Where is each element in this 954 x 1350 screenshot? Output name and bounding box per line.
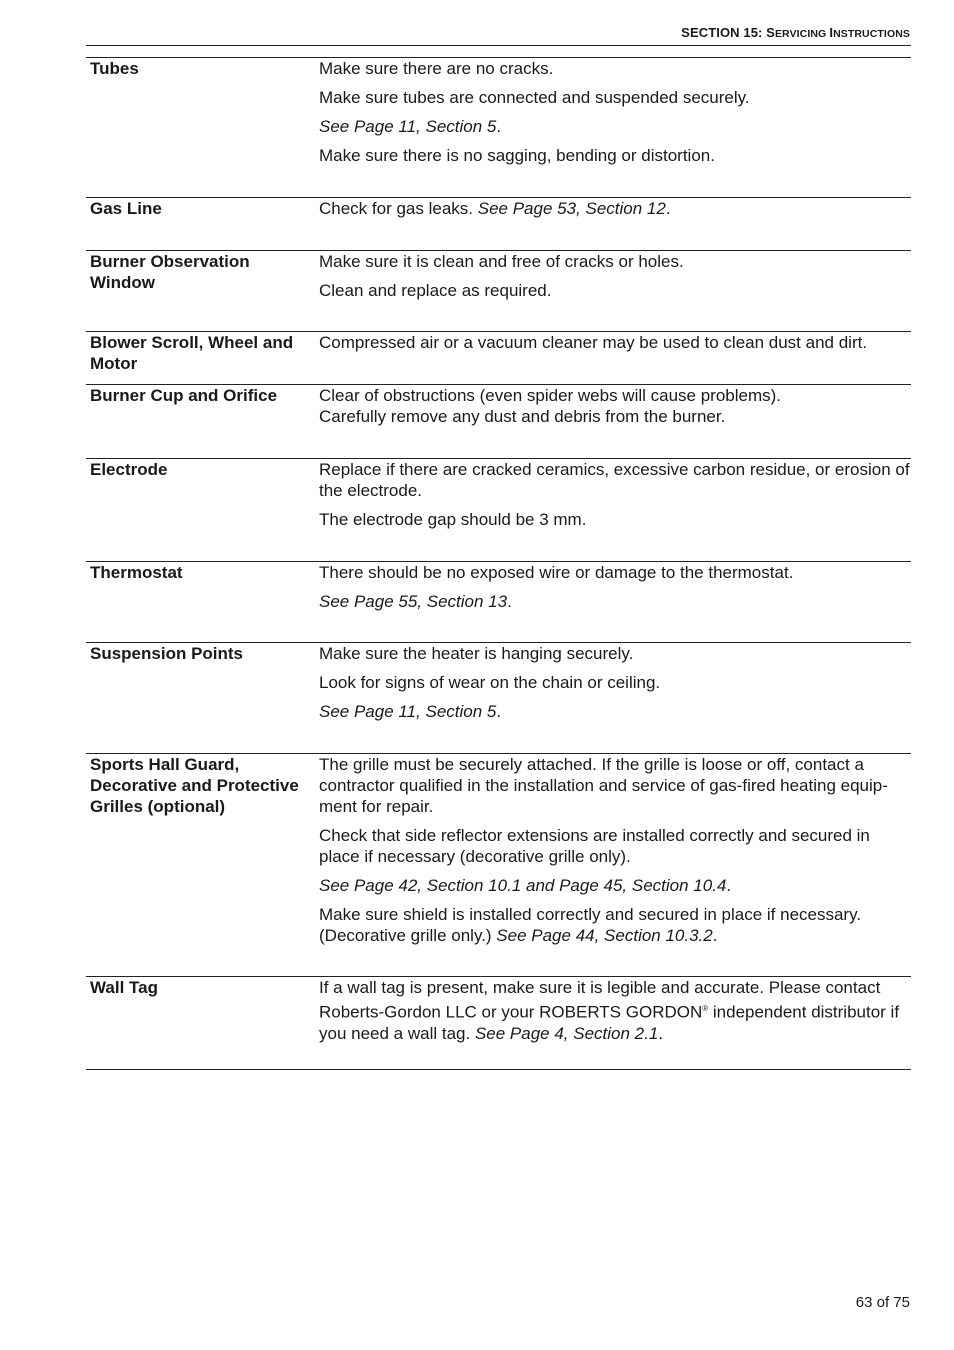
period: . bbox=[665, 199, 671, 218]
desc-text: If a wall tag is present, make sure it is legible and accurate. Please contact Roberts-Gordon LLC or your ROBERTS GORDON bbox=[319, 978, 881, 1022]
row-description bbox=[319, 562, 911, 612]
table-row bbox=[86, 642, 911, 754]
table-row bbox=[86, 561, 911, 643]
row-description bbox=[319, 385, 911, 427]
page-reference: See Page 4, Section 2.1 bbox=[474, 1023, 659, 1043]
page-reference: See Page 44, Section 10.3.2 bbox=[496, 926, 713, 945]
row-description bbox=[319, 58, 911, 166]
row-label: Thermostat bbox=[90, 563, 183, 582]
desc-line: Clear of obstructions (even spider webs will cause problems). bbox=[319, 386, 782, 405]
desc-line bbox=[319, 977, 911, 1044]
desc-line: Make sure it is clean and free of cracks or holes. bbox=[319, 252, 684, 271]
period: . bbox=[726, 876, 732, 895]
desc-line: There should be no exposed wire or damage to the thermostat. bbox=[319, 563, 794, 582]
desc-line bbox=[319, 701, 911, 722]
row-label: Sports Hall Guard, Decorative and Protective Grilles (optional) bbox=[90, 755, 299, 816]
row-label: Burner Cup and Orifice bbox=[90, 386, 278, 405]
table-row bbox=[86, 753, 911, 977]
page-reference: See Page 53, Section 12 bbox=[477, 199, 666, 218]
desc-text: independent distributor if you need a wall tag. bbox=[319, 1002, 900, 1043]
desc-line: Carefully remove any dust and debris from the burner. bbox=[319, 407, 726, 426]
desc-line: Check that side reflector extensions are installed correctly and secured in place if necessary (decorative grille only). bbox=[319, 826, 870, 866]
desc-line: Replace if there are cracked ceramics, excessive carbon residue, or erosion of the electrode. bbox=[319, 460, 910, 500]
desc-line: Compressed air or a vacuum cleaner may be used to clean dust and dirt. bbox=[319, 333, 868, 352]
row-label: Tubes bbox=[90, 59, 139, 78]
row-label: Suspension Points bbox=[90, 644, 244, 663]
row-label: Wall Tag bbox=[90, 978, 158, 997]
period: . bbox=[496, 702, 502, 721]
row-label: Electrode bbox=[90, 460, 168, 479]
page-reference: See Page 55, Section 13 bbox=[319, 592, 508, 611]
row-description bbox=[319, 332, 911, 353]
desc-line: The grille must be securely attached. If the grille is loose or off, contact a contractor qualified in the installation and service of gas-fired heating equip-ment for repair. bbox=[319, 755, 888, 816]
desc-line bbox=[319, 591, 911, 612]
row-label: Blower Scroll, Wheel and Motor bbox=[90, 333, 294, 373]
desc-line: Look for signs of wear on the chain or ceiling. bbox=[319, 673, 661, 692]
table-row bbox=[86, 250, 911, 332]
page-reference: See Page 11, Section 5 bbox=[319, 117, 497, 136]
desc-line: The electrode gap should be 3 mm. bbox=[319, 510, 587, 529]
header-divider bbox=[86, 45, 911, 46]
table-bottom-divider bbox=[86, 1069, 911, 1070]
desc-text: Make sure shield is installed correctly and secured in place if necessary. (Decorative grille only.) bbox=[319, 905, 862, 945]
page-reference: See Page 11, Section 5 bbox=[319, 702, 497, 721]
period: . bbox=[658, 1023, 664, 1043]
period: . bbox=[712, 926, 718, 945]
desc-text: Check for gas leaks. bbox=[319, 199, 478, 218]
table-row bbox=[86, 331, 911, 385]
desc-line bbox=[319, 116, 911, 137]
row-description bbox=[319, 459, 911, 530]
page-number: 63 of 75 bbox=[855, 1294, 910, 1311]
period: . bbox=[507, 592, 512, 611]
row-description bbox=[319, 198, 911, 219]
period: . bbox=[496, 117, 502, 136]
table-row bbox=[86, 57, 911, 198]
page-reference: See Page 42, Section 10.1 and Page 45, Section 10.4 bbox=[319, 876, 727, 895]
row-description bbox=[319, 643, 911, 722]
row-description bbox=[319, 977, 911, 1044]
row-label: Burner Observation Window bbox=[90, 252, 250, 292]
desc-line: Make sure there is no sagging, bending or distortion. bbox=[319, 146, 715, 165]
desc-line bbox=[319, 875, 911, 896]
desc-line: Make sure tubes are connected and suspended securely. bbox=[319, 88, 750, 107]
desc-line bbox=[319, 198, 911, 219]
table-row bbox=[86, 458, 911, 562]
desc-line: Make sure there are no cracks. bbox=[319, 59, 554, 78]
registered-mark: ® bbox=[702, 1004, 709, 1013]
desc-line bbox=[319, 904, 911, 946]
section-header: SECTION 15: SERVICING INSTRUCTIONS bbox=[681, 25, 910, 40]
desc-line: Make sure the heater is hanging securely. bbox=[319, 644, 634, 663]
row-description bbox=[319, 754, 911, 946]
row-description bbox=[319, 251, 911, 301]
desc-line: Clean and replace as required. bbox=[319, 281, 552, 300]
row-label: Gas Line bbox=[90, 199, 162, 218]
table-row bbox=[86, 976, 911, 1070]
table-row bbox=[86, 384, 911, 459]
table-row bbox=[86, 197, 911, 251]
